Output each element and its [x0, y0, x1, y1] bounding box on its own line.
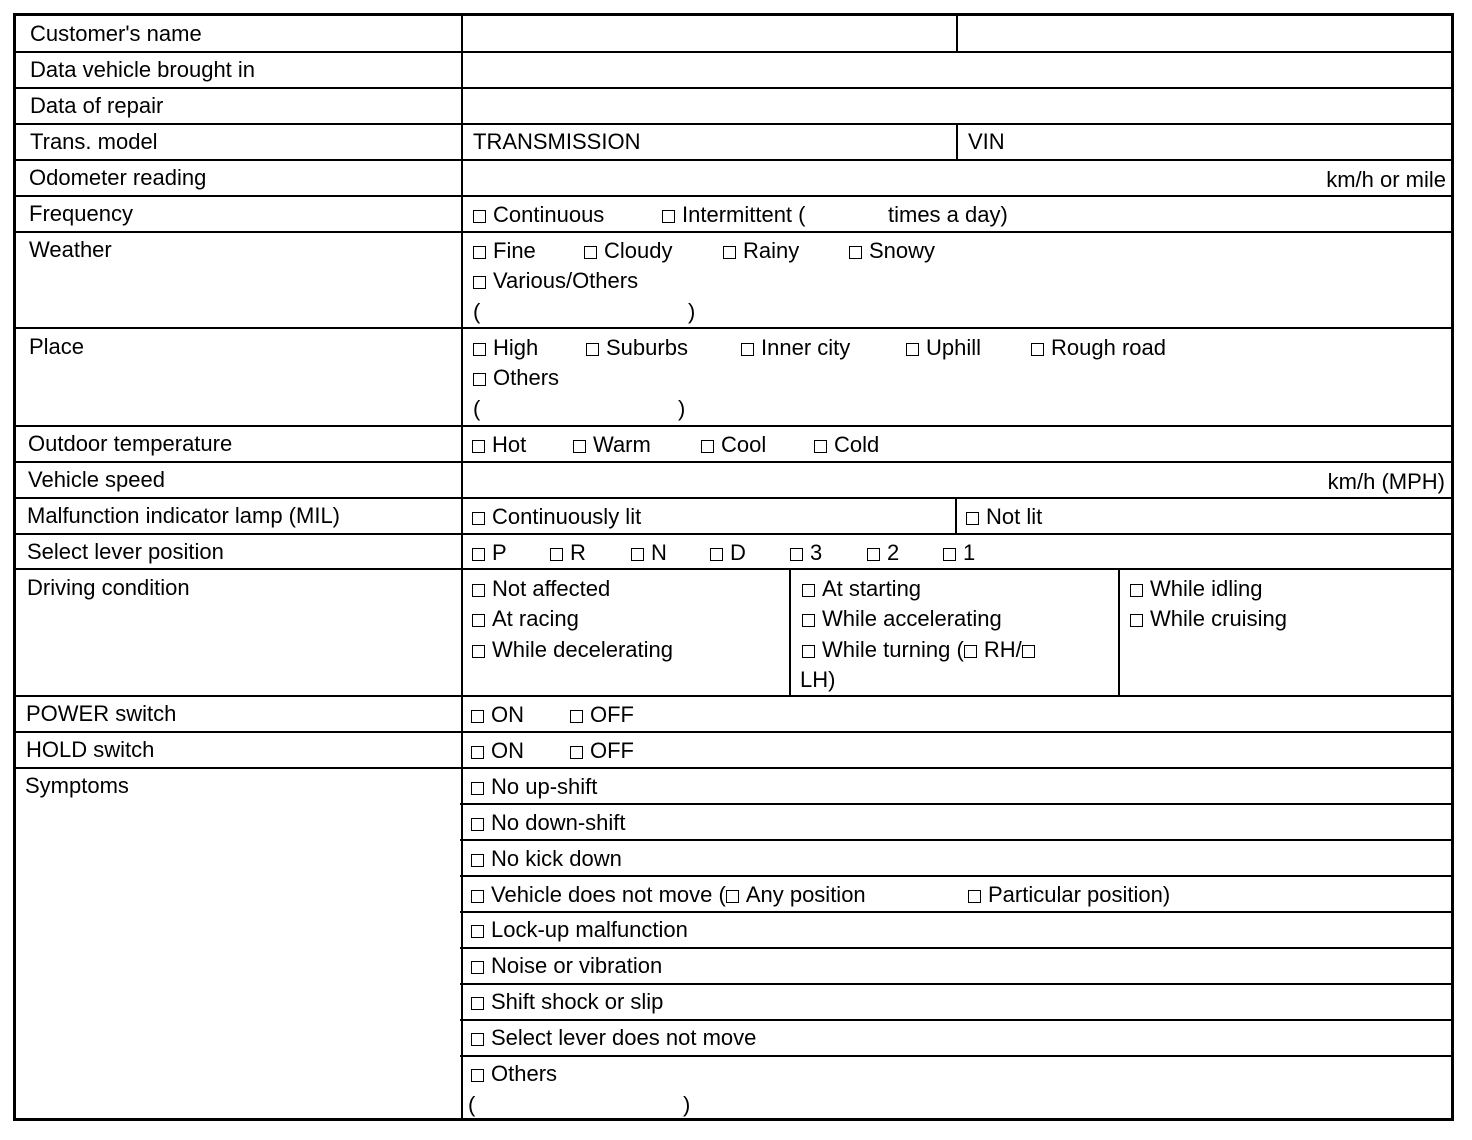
- checkbox-icon: [570, 710, 583, 723]
- symptoms-paren-open: (: [468, 1092, 476, 1117]
- checkbox-icon: [471, 997, 484, 1010]
- row-divider: [16, 87, 1452, 89]
- checkbox-icon: [472, 548, 485, 561]
- checkbox-icon: [570, 746, 583, 759]
- checkbox-icon: [741, 343, 754, 356]
- label-weather: Weather: [29, 237, 112, 262]
- label-place: Place: [29, 334, 85, 359]
- checkbox-icon: [968, 890, 981, 903]
- weather-paren-open: (: [473, 299, 481, 324]
- option-position-r[interactable]: R: [550, 541, 586, 565]
- option-particular-position[interactable]: Particular position): [968, 883, 1170, 907]
- row-divider: [16, 461, 1452, 463]
- checkbox-icon: [471, 1033, 484, 1046]
- symptom-divider: [460, 875, 1452, 877]
- place-paren-open: (: [473, 396, 481, 421]
- checkbox-icon: [471, 925, 484, 938]
- row-divider: [16, 195, 1452, 197]
- checkbox-icon: [802, 645, 815, 658]
- label-hold-switch: HOLD switch: [26, 737, 155, 762]
- option-power-off[interactable]: OFF: [570, 703, 634, 727]
- checkbox-icon: [471, 710, 484, 723]
- label-symptoms: Symptoms: [25, 773, 129, 798]
- checkbox-icon: [1130, 584, 1143, 597]
- symptoms-paren-close: ): [683, 1092, 691, 1117]
- option-at-racing[interactable]: At racing: [472, 607, 579, 631]
- option-rainy[interactable]: Rainy: [723, 239, 799, 263]
- option-no-kick-down[interactable]: No kick down: [471, 847, 622, 871]
- option-while-decelerating[interactable]: While decelerating: [472, 638, 673, 662]
- checkbox-icon: [966, 512, 979, 525]
- option-various-others[interactable]: Various/Others: [473, 269, 638, 293]
- checkbox-icon: [471, 782, 484, 795]
- checkbox-icon: [1031, 343, 1044, 356]
- option-while-cruising[interactable]: While cruising: [1130, 607, 1287, 631]
- option-position-3[interactable]: 3: [790, 541, 822, 565]
- label-select-lever: Select lever position: [27, 539, 224, 564]
- option-power-on[interactable]: ON: [471, 703, 524, 727]
- symptom-divider: [460, 1019, 1452, 1021]
- checkbox-icon: [471, 1069, 484, 1082]
- row-divider: [16, 533, 1452, 535]
- checkbox-icon: [473, 373, 486, 386]
- option-hot[interactable]: Hot: [472, 433, 526, 457]
- vehicle-speed-unit: km/h (MPH): [1327, 469, 1445, 494]
- option-vehicle-does-not-move[interactable]: Vehicle does not move ( Any position: [471, 883, 866, 907]
- checkbox-icon: [584, 246, 597, 259]
- label-outdoor-temperature: Outdoor temperature: [28, 431, 233, 456]
- option-at-starting[interactable]: At starting: [802, 577, 921, 601]
- option-intermittent[interactable]: Intermittent (: [662, 203, 805, 227]
- row-divider: [16, 231, 1452, 233]
- checkbox-icon: [473, 343, 486, 356]
- checkbox-icon: [723, 246, 736, 259]
- checkbox-icon: [471, 746, 484, 759]
- label-power-switch: POWER switch: [26, 701, 177, 726]
- checkbox-icon: [473, 276, 486, 289]
- place-paren-close: ): [678, 396, 686, 421]
- checkbox-icon: [471, 818, 484, 831]
- transmission-label: TRANSMISSION: [473, 129, 641, 154]
- option-not-lit[interactable]: Not lit: [966, 505, 1042, 529]
- checkbox-icon: [790, 548, 803, 561]
- symptom-divider: [460, 911, 1452, 913]
- row-divider: [16, 123, 1452, 125]
- option-cloudy[interactable]: Cloudy: [584, 239, 672, 263]
- option-hold-off[interactable]: OFF: [570, 739, 634, 763]
- option-shift-shock-or-slip[interactable]: Shift shock or slip: [471, 990, 663, 1014]
- symptom-divider: [460, 983, 1452, 985]
- checkbox-icon: [471, 961, 484, 974]
- option-select-lever-does-not-move[interactable]: Select lever does not move: [471, 1026, 756, 1050]
- option-position-p[interactable]: P: [472, 541, 507, 565]
- option-snowy[interactable]: Snowy: [849, 239, 935, 263]
- odometer-unit: km/h or mile: [1326, 167, 1446, 192]
- driving-col-divider: [1118, 568, 1120, 695]
- option-warm[interactable]: Warm: [573, 433, 651, 457]
- label-mil: Malfunction indicator lamp (MIL): [27, 503, 341, 528]
- checkbox-icon: [802, 614, 815, 627]
- mil-divider: [955, 497, 957, 533]
- option-while-accelerating[interactable]: While accelerating: [802, 607, 1002, 631]
- row-divider: [16, 731, 1452, 733]
- option-while-turning[interactable]: While turning ( RH/: [802, 638, 1042, 662]
- option-cool[interactable]: Cool: [701, 433, 766, 457]
- row-divider: [16, 51, 1452, 53]
- checkbox-icon: [662, 210, 675, 223]
- label-odometer: Odometer reading: [29, 165, 207, 190]
- label-date-vehicle-in: Data vehicle brought in: [30, 57, 256, 82]
- option-rough-road[interactable]: Rough road: [1031, 336, 1166, 360]
- option-no-down-shift[interactable]: No down-shift: [471, 811, 626, 835]
- option-continuous[interactable]: Continuous: [473, 203, 604, 227]
- label-customer-name: Customer's name: [30, 21, 202, 46]
- checkbox-icon: [472, 645, 485, 658]
- checkbox-icon: [472, 614, 485, 627]
- row-divider: [16, 497, 1452, 499]
- option-high[interactable]: High: [473, 336, 538, 360]
- vin-divider: [956, 123, 958, 159]
- customer-split-divider: [956, 16, 958, 51]
- label-trans-model: Trans. model: [30, 129, 158, 154]
- checkbox-icon[interactable]: [964, 645, 977, 658]
- option-uphill[interactable]: Uphill: [906, 336, 981, 360]
- row-divider: [16, 695, 1452, 697]
- symptom-divider: [460, 947, 1452, 949]
- row-divider: [16, 327, 1452, 329]
- option-fine[interactable]: Fine: [473, 239, 536, 263]
- checkbox-icon[interactable]: [726, 890, 739, 903]
- option-suburbs[interactable]: Suburbs: [586, 336, 688, 360]
- checkbox-icon: [573, 440, 586, 453]
- option-while-idling[interactable]: While idling: [1130, 577, 1263, 601]
- label-date-of-repair: Data of repair: [30, 93, 164, 118]
- option-lock-up-malfunction[interactable]: Lock-up malfunction: [471, 918, 688, 942]
- symptom-divider: [460, 839, 1452, 841]
- turning-lh-text: LH): [800, 667, 836, 692]
- checkbox-icon: [701, 440, 714, 453]
- checkbox-icon: [867, 548, 880, 561]
- option-position-1[interactable]: 1: [943, 541, 975, 565]
- checkbox-icon: [471, 854, 484, 867]
- driving-col-divider: [789, 568, 791, 695]
- option-position-d[interactable]: D: [710, 541, 746, 565]
- checkbox-icon: [802, 584, 815, 597]
- checkbox-icon: [473, 246, 486, 259]
- label-driving-condition: Driving condition: [27, 575, 190, 600]
- times-a-day-text: times a day): [888, 202, 1008, 227]
- label-frequency: Frequency: [29, 201, 133, 226]
- checkbox-icon: [586, 343, 599, 356]
- row-divider: [16, 568, 1452, 570]
- checkbox-icon: [906, 343, 919, 356]
- option-place-others[interactable]: Others: [473, 366, 559, 390]
- checkbox-icon: [473, 210, 486, 223]
- checkbox-icon: [471, 890, 484, 903]
- checkbox-icon: [1130, 614, 1143, 627]
- diagnostic-worksheet-form: [13, 13, 1454, 1121]
- option-symptoms-others[interactable]: Others: [471, 1062, 557, 1086]
- checkbox-icon: [710, 548, 723, 561]
- checkbox-icon: [631, 548, 644, 561]
- option-cold[interactable]: Cold: [814, 433, 879, 457]
- option-position-n[interactable]: N: [631, 541, 667, 565]
- checkbox-icon: [849, 246, 862, 259]
- option-inner-city[interactable]: Inner city: [741, 336, 850, 360]
- checkbox-icon[interactable]: [1022, 645, 1035, 658]
- symptom-divider: [460, 803, 1452, 805]
- option-continuously-lit[interactable]: Continuously lit: [472, 505, 641, 529]
- checkbox-icon: [814, 440, 827, 453]
- option-noise-or-vibration[interactable]: Noise or vibration: [471, 954, 662, 978]
- label-column-divider: [461, 16, 463, 1118]
- vin-label: VIN: [968, 129, 1005, 154]
- option-position-2[interactable]: 2: [867, 541, 899, 565]
- checkbox-icon: [472, 584, 485, 597]
- row-divider: [16, 159, 1452, 161]
- checkbox-icon: [943, 548, 956, 561]
- checkbox-icon: [472, 512, 485, 525]
- symptom-divider: [460, 1055, 1452, 1057]
- row-divider: [16, 425, 1452, 427]
- checkbox-icon: [550, 548, 563, 561]
- weather-paren-close: ): [688, 299, 696, 324]
- label-vehicle-speed: Vehicle speed: [28, 467, 165, 492]
- row-divider: [16, 767, 1452, 769]
- checkbox-icon: [472, 440, 485, 453]
- option-no-up-shift[interactable]: No up-shift: [471, 775, 597, 799]
- option-not-affected[interactable]: Not affected: [472, 577, 610, 601]
- option-hold-on[interactable]: ON: [471, 739, 524, 763]
